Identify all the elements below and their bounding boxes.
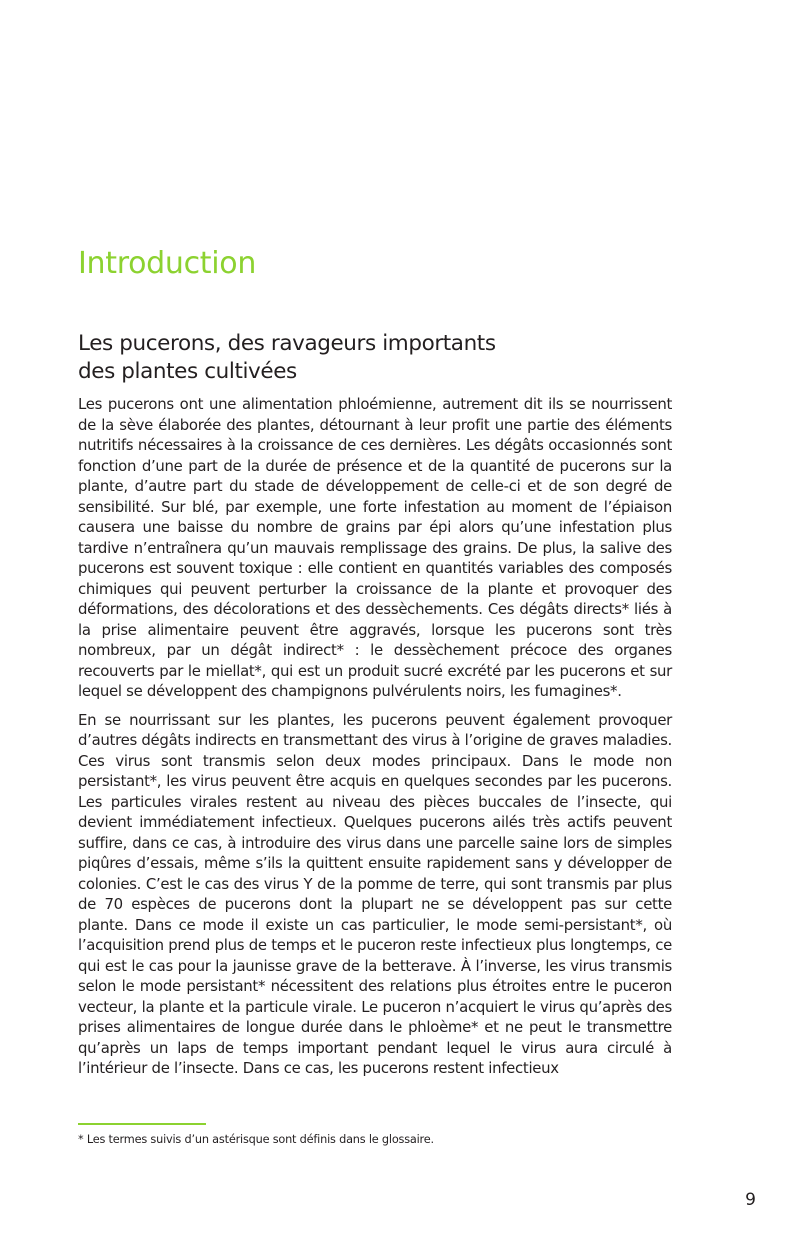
section-title-line-2: des plantes cultivées [78, 359, 297, 384]
page-number: 9 [745, 1190, 756, 1210]
paragraph-1: Les pucerons ont une alimentation phloémienne, autrement dit ils se nourrissent de la sève élaborée des plantes, détournant à leur profit une partie des éléments nutritifs nécessaires à la croissance de ces dernières. Les dégâts occasionnés sont fonction d’une part de la durée de présence et de la quantité de pucerons sur la plante, d’autre part du stade de développement de celle-ci et de son degré de sensibilité. Sur blé, par exemple, une forte infestation au moment de l’épiaison causera une baisse du nombre de grains par épi alors qu’une infestation plus tardive n’entraînera qu’un mauvais remplissage des grains. De plus, la salive des pucerons est souvent toxique : elle contient en quantités variables des composés chimiques qui peuvent perturber la croissance de la plante et provoquer des déformations, des décolorations et des dessèchements. Ces dégâts directs* liés à la prise alimentaire peuvent être aggravés, lorsque les pucerons sont très nombreux, par un dégât indirect* : le dessèchement précoce des organes recouverts par le miellat*, qui est un produit sucré excrété par les pucerons et sur lequel se développent des champignons pulvérulents noirs, les fumagines*. [78, 395, 672, 700]
footnote: * Les termes suivis d’un astérisque sont définis dans le glossaire. [78, 1133, 434, 1146]
section-title-line-1: Les pucerons, des ravageurs importants [78, 331, 496, 356]
paragraph-2: En se nourrissant sur les plantes, les pucerons peuvent également provoquer d’autres dégâts indirects en transmettant des virus à l’origine de graves maladies. Ces virus sont transmis selon deux modes principaux. Dans le mode non persistant*, les virus peuvent être acquis en quelques secondes par les pucerons. Les particules virales restent au niveau des pièces buccales de l’insecte, qui devient immédiatement infectieux. Quelques pucerons ailés très actifs peuvent suffire, dans ce cas, à introduire des virus dans une parcelle saine lors de simples piqûres d’essais, même s’ils la quittent ensuite rapidement sans y développer de colonies. C’est le cas des virus Y de la pomme de terre, qui sont transmis par plus de 70 espèces de pucerons dont la plupart ne se développent pas sur cette plante. Dans ce mode il existe un cas particulier, le mode semi-persistant*, où l’acquisition prend plus de temps et le puceron reste infectieux plus longtemps, ce qui est le cas pour la jaunisse grave de la betterave. À l’inverse, les virus transmis selon le mode persistant* nécessitent des relations plus étroites entre le puceron vecteur, la plante et la particule virale. Le puceron n’acquiert le virus qu’après des prises alimentaires de longue durée dans le phloème* et ne peut le transmettre qu’après un laps de temps important pendant lequel le virus aura circulé à l’intérieur de l’insecte. Dans ce cas, les pucerons restent infectieux [78, 710, 672, 1077]
body-text [78, 394, 672, 1087]
section-title [78, 330, 718, 386]
footnote-divider [78, 1123, 206, 1125]
chapter-title: Introduction [78, 246, 257, 281]
